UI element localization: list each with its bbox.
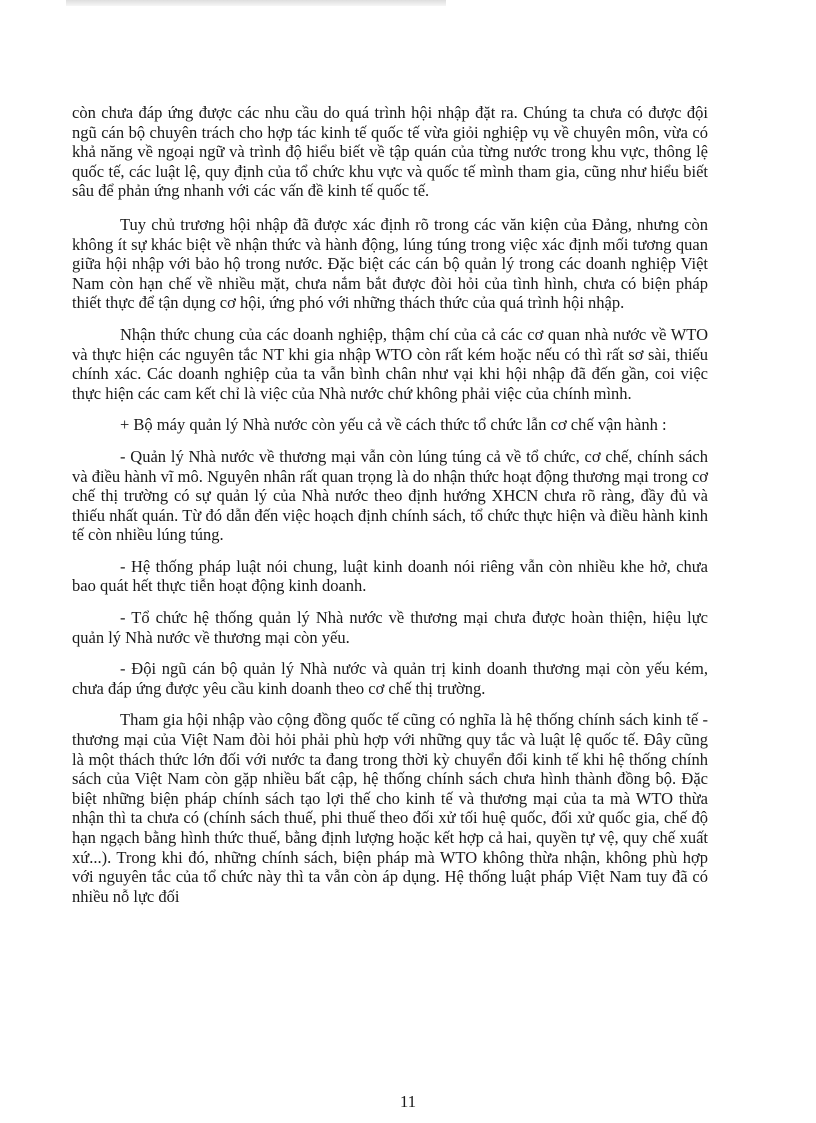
paragraph-state-apparatus: + Bộ máy quản lý Nhà nước còn yếu cả về cách thức tổ chức lẫn cơ chế vận hành :: [120, 415, 667, 435]
list-item-organization: - Tổ chức hệ thống quản lý Nhà nước về thương mại chưa được hoàn thiện, hiệu lực quản lý Nhà nước về thương mại còn yếu.: [72, 608, 708, 647]
document-body: [72, 103, 708, 918]
paragraph-wto-awareness: Nhận thức chung của các doanh nghiệp, thậm chí của cả các cơ quan nhà nước về WTO và thực hiện các nguyên tắc NT khi gia nhập WTO còn rất kém hoặc nếu có thì rất sơ sài, thiếu chính xác. Các doanh nghiệp của ta vẫn bình chân như vại khi hội nhập đã đến gần, coi việc thực hiện các cam kết chỉ là việc của Nhà nước chứ không phải việc của chính mình.: [72, 324, 708, 403]
list-item-legal-system: - Hệ thống pháp luật nói chung, luật kinh doanh nói riêng vẫn còn nhiều khe hở, chưa bao quát hết thực tiễn hoạt động kinh doanh.: [72, 556, 708, 596]
list-item-trade-management: - Quản lý Nhà nước về thương mại vẫn còn lúng túng cả về tổ chức, cơ chế, chính sách và điều hành vĩ mô. Nguyên nhân rất quan trọng là do nhận thức hoạt động thương mại trong cơ chế thị trường có sự quản lý của Nhà nước theo định hướng XHCN chưa rõ ràng, đầy đủ và thiếu nhất quán. Từ đó dẫn đến việc hoạch định chính sách, tổ chức thực hiện và điều hành kinh tế còn nhiều lúng túng.: [72, 446, 708, 545]
paragraph-policy-system: Tham gia hội nhập vào cộng đồng quốc tế cũng có nghĩa là hệ thống chính sách kinh tế - thương mại của Việt Nam đòi hỏi phải phù hợp với những quy tắc và luật lệ quốc tế. Đây cũng là một thách thức lớn đối với nước ta đang trong thời kỳ chuyển đổi kinh tế khi hệ thống chính sách của Việt Nam còn gặp nhiều bất cập, hệ thống chính sách chưa hình thành đồng bộ. Đặc biệt những biện pháp chính sách tạo lợi thế cho kinh tế và thương mại của ta mà WTO thừa nhận thì ta chưa có (chính sách thuế, phi thuế theo đối xử tối huệ quốc, đối xử quốc gia, chế độ hạn ngạch bằng hình thức thuế, bằng định lượng hoặc kết hợp cả hai, quyền tự vệ, quy chế xuất xứ...). Trong khi đó, những chính sách, biện pháp mà WTO không thừa nhận, không phù hợp với nguyên tắc của tổ chức này thì ta vẫn còn áp dụng. Hệ thống luật pháp Việt Nam tuy đã có nhiều nỗ lực đối: [72, 710, 708, 906]
list-item-staff: - Đội ngũ cán bộ quản lý Nhà nước và quản trị kinh doanh thương mại còn yếu kém, chưa đáp ứng được yêu cầu kinh doanh theo cơ chế thị trường.: [72, 659, 708, 698]
header-scan-artifact: [66, 0, 446, 6]
page-number: 11: [399, 1092, 417, 1111]
paragraph-integration-policy: Tuy chủ trương hội nhập đã được xác định rõ trong các văn kiện của Đảng, nhưng còn không ít sự khác biệt về nhận thức và hành động, lúng túng trong việc xác định mối tương quan giữa hội nhập với bảo hộ trong nước. Đặc biệt các cán bộ quản lý trong các doanh nghiệp Việt Nam còn hạn chế về nhiều mặt, chưa nắm bắt được đòi hỏi của tình hình, chưa có biện pháp thiết thực để tận dụng cơ hội, ứng phó với những thách thức của quá trình hội nhập.: [72, 214, 708, 313]
paragraph-continuation: còn chưa đáp ứng được các nhu cầu do quá trình hội nhập đặt ra. Chúng ta chưa có được đội ngũ cán bộ chuyên trách cho hợp tác kinh tế quốc tế vừa giỏi nghiệp vụ về chuyên môn, vừa có khả năng về ngoại ngữ và trình độ hiểu biết về tập quán của từng nước trong khu vực, thông lệ quốc tế, các luật lệ, quy định của tổ chức khu vực và quốc tế mình tham gia, cũng như hiểu biết sâu để phản ứng nhanh với các vấn đề kinh tế quốc tế.: [72, 103, 708, 201]
